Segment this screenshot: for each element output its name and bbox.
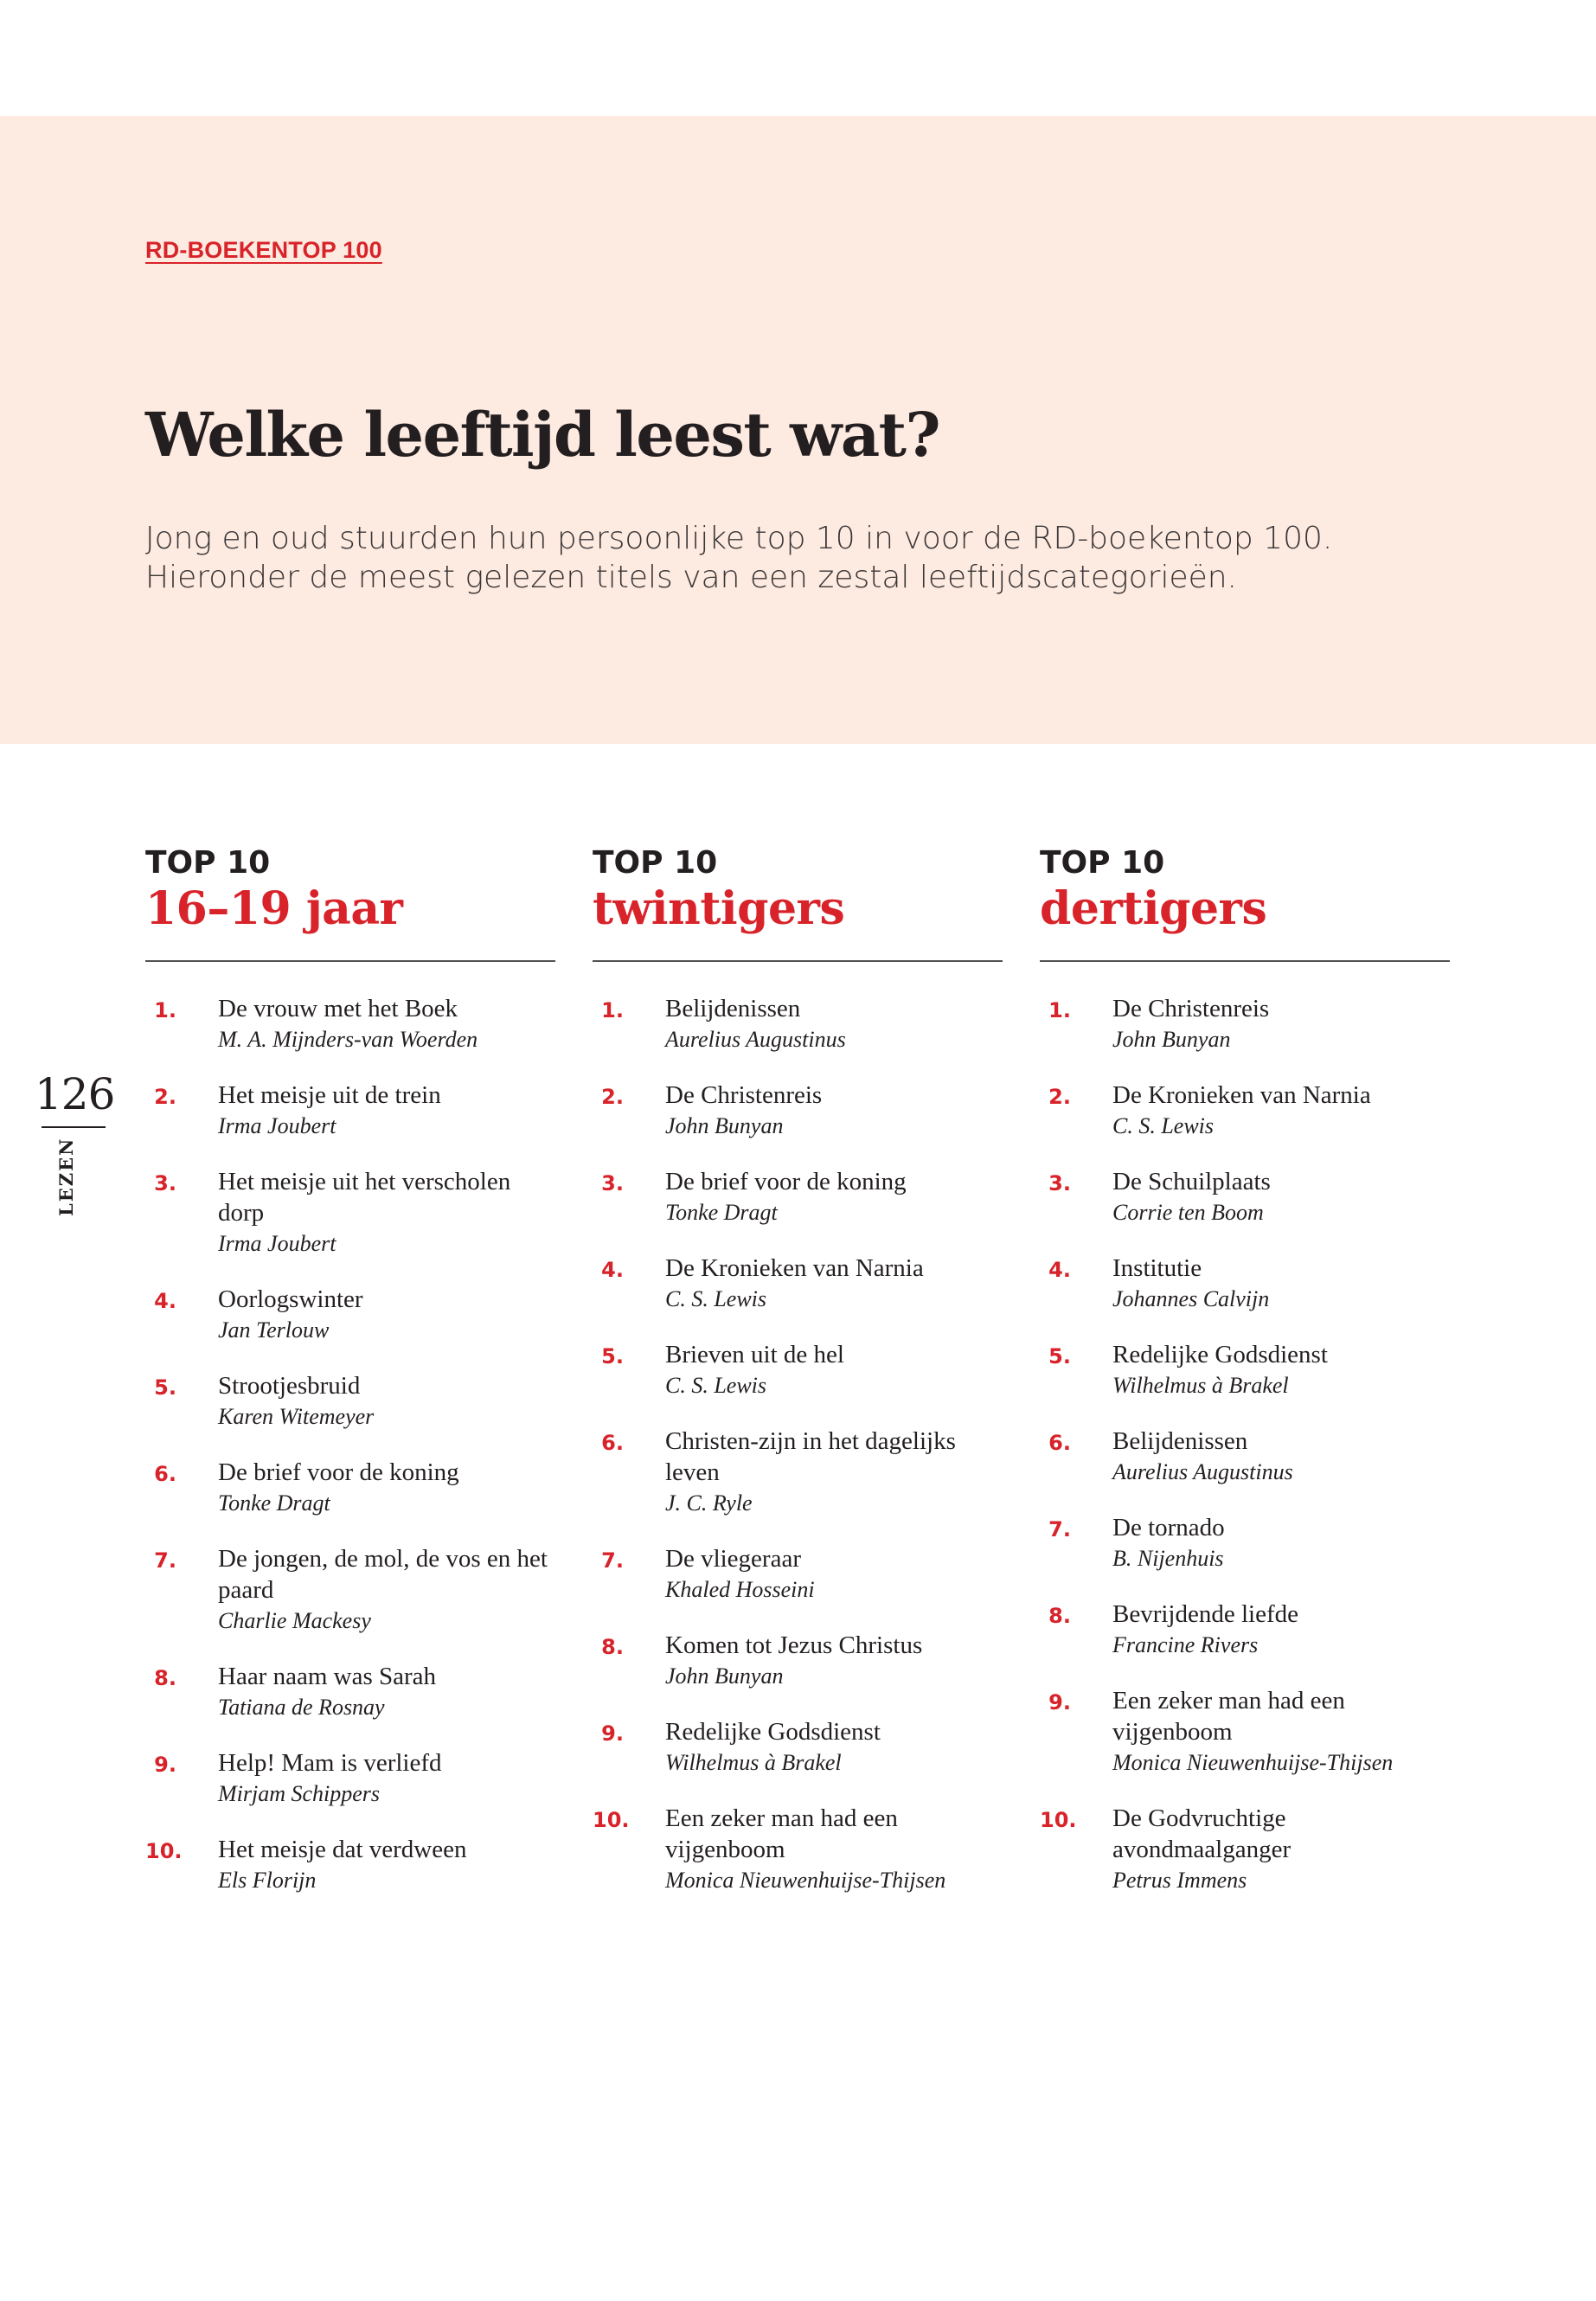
- list-item: [145, 1457, 555, 1519]
- rank-number: 3.: [154, 1171, 176, 1195]
- rank-number: 3.: [1048, 1171, 1071, 1195]
- book-title: Haar naam was Sarah: [218, 1663, 437, 1690]
- rank-number: 2.: [1048, 1085, 1071, 1109]
- intro-line-1: Jong en oud stuurden hun persoonlijke top 10 in voor de RD-boekentop 100.: [145, 521, 1333, 556]
- list-item: [145, 1747, 555, 1810]
- rank-number: 1.: [1048, 998, 1071, 1022]
- page-number-divider: [42, 1126, 106, 1128]
- rank-number: 4.: [154, 1289, 176, 1313]
- column-heading-top: TOP 10: [145, 845, 271, 881]
- book-author: Tatiana de Rosnay: [218, 1695, 385, 1720]
- book-author: Wilhelmus à Brakel: [665, 1750, 842, 1775]
- list-item: [593, 1166, 1003, 1228]
- book-title: Belijdenissen: [665, 995, 801, 1022]
- rank-number: 10.: [145, 1839, 183, 1863]
- intro-text: [145, 519, 1443, 597]
- rank-number: 4.: [1048, 1258, 1071, 1282]
- rank-number: 9.: [601, 1721, 624, 1746]
- list-item: [145, 1543, 555, 1637]
- list-item: [1040, 1166, 1450, 1228]
- book-title: Het meisje uit de trein: [218, 1081, 441, 1109]
- book-author: Francine Rivers: [1112, 1632, 1259, 1657]
- rank-number: 4.: [601, 1258, 624, 1282]
- list-item: [593, 993, 1003, 1055]
- book-title: Institutie: [1112, 1254, 1202, 1282]
- rank-number: 2.: [601, 1085, 624, 1109]
- rank-number: 7.: [601, 1548, 624, 1573]
- list-item: [145, 1166, 555, 1259]
- book-title: De Kronieken van Narnia: [665, 1254, 924, 1282]
- book-title: De Schuilplaats: [1112, 1168, 1271, 1195]
- book-title: Een zeker man had een vijgenboom: [1112, 1687, 1345, 1746]
- rank-number: 5.: [601, 1344, 624, 1368]
- book-title: Een zeker man had een vijgenboom: [665, 1804, 898, 1863]
- book-author: Aurelius Augustinus: [665, 1027, 846, 1052]
- book-author: Monica Nieuwenhuijse-Thijsen: [665, 1868, 946, 1893]
- rank-number: 8.: [1048, 1604, 1071, 1628]
- book-title: Help! Mam is verliefd: [218, 1749, 442, 1777]
- rank-number: 6.: [601, 1431, 624, 1455]
- book-author: Aurelius Augustinus: [1112, 1459, 1293, 1484]
- rank-number: 7.: [154, 1548, 176, 1573]
- book-title: De jongen, de mol, de vos en het paard: [218, 1545, 548, 1604]
- list-item: [593, 1426, 1003, 1519]
- rank-number: 2.: [154, 1085, 176, 1109]
- book-list: [593, 993, 1003, 1896]
- section-label: LEZEN: [55, 1137, 77, 1216]
- column-divider: [1040, 960, 1450, 962]
- list-item: [145, 1080, 555, 1142]
- list-item: [1040, 1803, 1450, 1896]
- rank-number: 7.: [1048, 1517, 1071, 1541]
- book-title: Het meisje uit het verscholen dorp: [218, 1168, 511, 1227]
- book-author: Tonke Dragt: [665, 1200, 778, 1225]
- book-title: Komen tot Jezus Christus: [665, 1631, 923, 1659]
- list-item: [593, 1803, 1003, 1896]
- book-title: De Godvruchtige avondmaalganger: [1112, 1804, 1292, 1863]
- book-author: Irma Joubert: [218, 1113, 337, 1138]
- book-author: John Bunyan: [1112, 1027, 1231, 1052]
- rank-number: 1.: [154, 998, 176, 1022]
- column-16-19-jaar: [145, 843, 555, 1920]
- book-title: Bevrijdende liefde: [1112, 1600, 1298, 1628]
- book-author: C. S. Lewis: [665, 1286, 767, 1311]
- list-item: [1040, 1426, 1450, 1488]
- list-item: [145, 1370, 555, 1433]
- book-title: Het meisje dat verdween: [218, 1836, 467, 1863]
- book-author: C. S. Lewis: [665, 1373, 767, 1398]
- column-heading-age: 16–19 jaar: [145, 882, 403, 935]
- rank-number: 8.: [601, 1635, 624, 1659]
- list-item: [593, 1080, 1003, 1142]
- list-item: [1040, 1599, 1450, 1661]
- book-title: De tornado: [1112, 1514, 1225, 1541]
- book-author: B. Nijenhuis: [1112, 1546, 1224, 1571]
- book-author: Wilhelmus à Brakel: [1112, 1373, 1289, 1398]
- book-author: J. C. Ryle: [665, 1490, 753, 1516]
- book-list: [1040, 993, 1450, 1896]
- rank-number: 6.: [154, 1462, 176, 1486]
- list-item: [593, 1253, 1003, 1315]
- rank-number: 10.: [593, 1808, 630, 1832]
- book-title: Belijdenissen: [1112, 1427, 1248, 1455]
- book-list: [145, 993, 555, 1896]
- book-title: Redelijke Godsdienst: [1112, 1341, 1328, 1368]
- rank-number: 9.: [154, 1753, 176, 1777]
- book-author: Mirjam Schippers: [218, 1781, 381, 1806]
- book-author: C. S. Lewis: [1112, 1113, 1215, 1138]
- book-author: Johannes Calvijn: [1112, 1286, 1270, 1311]
- list-item: [1040, 1685, 1450, 1779]
- book-title: Brieven uit de hel: [665, 1341, 844, 1368]
- book-author: Irma Joubert: [218, 1231, 337, 1256]
- list-item: [145, 993, 555, 1055]
- list-item: [593, 1630, 1003, 1692]
- list-item: [145, 1834, 555, 1896]
- rank-number: 5.: [154, 1375, 176, 1400]
- page-title: Welke leeftijd leest wat?: [145, 399, 940, 471]
- rank-number: 6.: [1048, 1431, 1071, 1455]
- list-item: [145, 1661, 555, 1723]
- page-number: 126: [35, 1069, 115, 1119]
- book-author: Khaled Hosseini: [665, 1577, 815, 1602]
- book-author: John Bunyan: [665, 1663, 784, 1689]
- column-heading-age: twintigers: [593, 882, 845, 935]
- list-item: [145, 1284, 555, 1346]
- list-item: [1040, 1512, 1450, 1574]
- column-divider: [145, 960, 555, 962]
- book-title: Strootjesbruid: [218, 1372, 361, 1400]
- column-divider: [593, 960, 1003, 962]
- book-title: Oorlogswinter: [218, 1285, 363, 1313]
- list-item: [1040, 993, 1450, 1055]
- list-item: [593, 1339, 1003, 1401]
- list-item: [1040, 1080, 1450, 1142]
- book-title: De Kronieken van Narnia: [1112, 1081, 1371, 1109]
- rank-number: 1.: [601, 998, 624, 1022]
- book-author: Karen Witemeyer: [218, 1404, 375, 1429]
- book-title: De vrouw met het Boek: [218, 995, 458, 1022]
- section-kicker: RD-BOEKENTOP 100: [145, 237, 382, 263]
- book-author: Petrus Immens: [1112, 1868, 1247, 1893]
- book-title: De vliegeraar: [665, 1545, 801, 1573]
- rank-number: 5.: [1048, 1344, 1071, 1368]
- book-title: De Christenreis: [1112, 995, 1270, 1022]
- rank-number: 9.: [1048, 1690, 1071, 1715]
- book-author: Corrie ten Boom: [1112, 1200, 1264, 1225]
- column-dertigers: [1040, 843, 1450, 1920]
- column-heading-top: TOP 10: [1040, 845, 1165, 881]
- list-item: [1040, 1339, 1450, 1401]
- book-title: Christen-zijn in het dagelijks leven: [665, 1427, 956, 1486]
- book-title: De Christenreis: [665, 1081, 823, 1109]
- list-item: [593, 1716, 1003, 1779]
- column-heading-top: TOP 10: [593, 845, 718, 881]
- book-author: Monica Nieuwenhuijse-Thijsen: [1112, 1750, 1394, 1775]
- intro-line-2: Hieronder de meest gelezen titels van een zestal leeftijdscategorieën.: [145, 560, 1238, 595]
- list-item: [593, 1543, 1003, 1606]
- book-author: Els Florijn: [218, 1868, 317, 1893]
- list-item: [1040, 1253, 1450, 1315]
- rank-number: 8.: [154, 1666, 176, 1690]
- rank-number: 3.: [601, 1171, 624, 1195]
- book-title: De brief voor de koning: [218, 1458, 459, 1486]
- book-author: John Bunyan: [665, 1113, 784, 1138]
- book-author: Jan Terlouw: [218, 1317, 330, 1343]
- book-title: Redelijke Godsdienst: [665, 1718, 881, 1746]
- column-twintigers: [593, 843, 1003, 1920]
- book-author: Charlie Mackesy: [218, 1608, 371, 1633]
- rank-number: 10.: [1040, 1808, 1077, 1832]
- book-title: De brief voor de koning: [665, 1168, 907, 1195]
- book-author: Tonke Dragt: [218, 1490, 330, 1516]
- book-author: M. A. Mijnders-van Woerden: [218, 1027, 478, 1052]
- column-heading-age: dertigers: [1040, 882, 1267, 935]
